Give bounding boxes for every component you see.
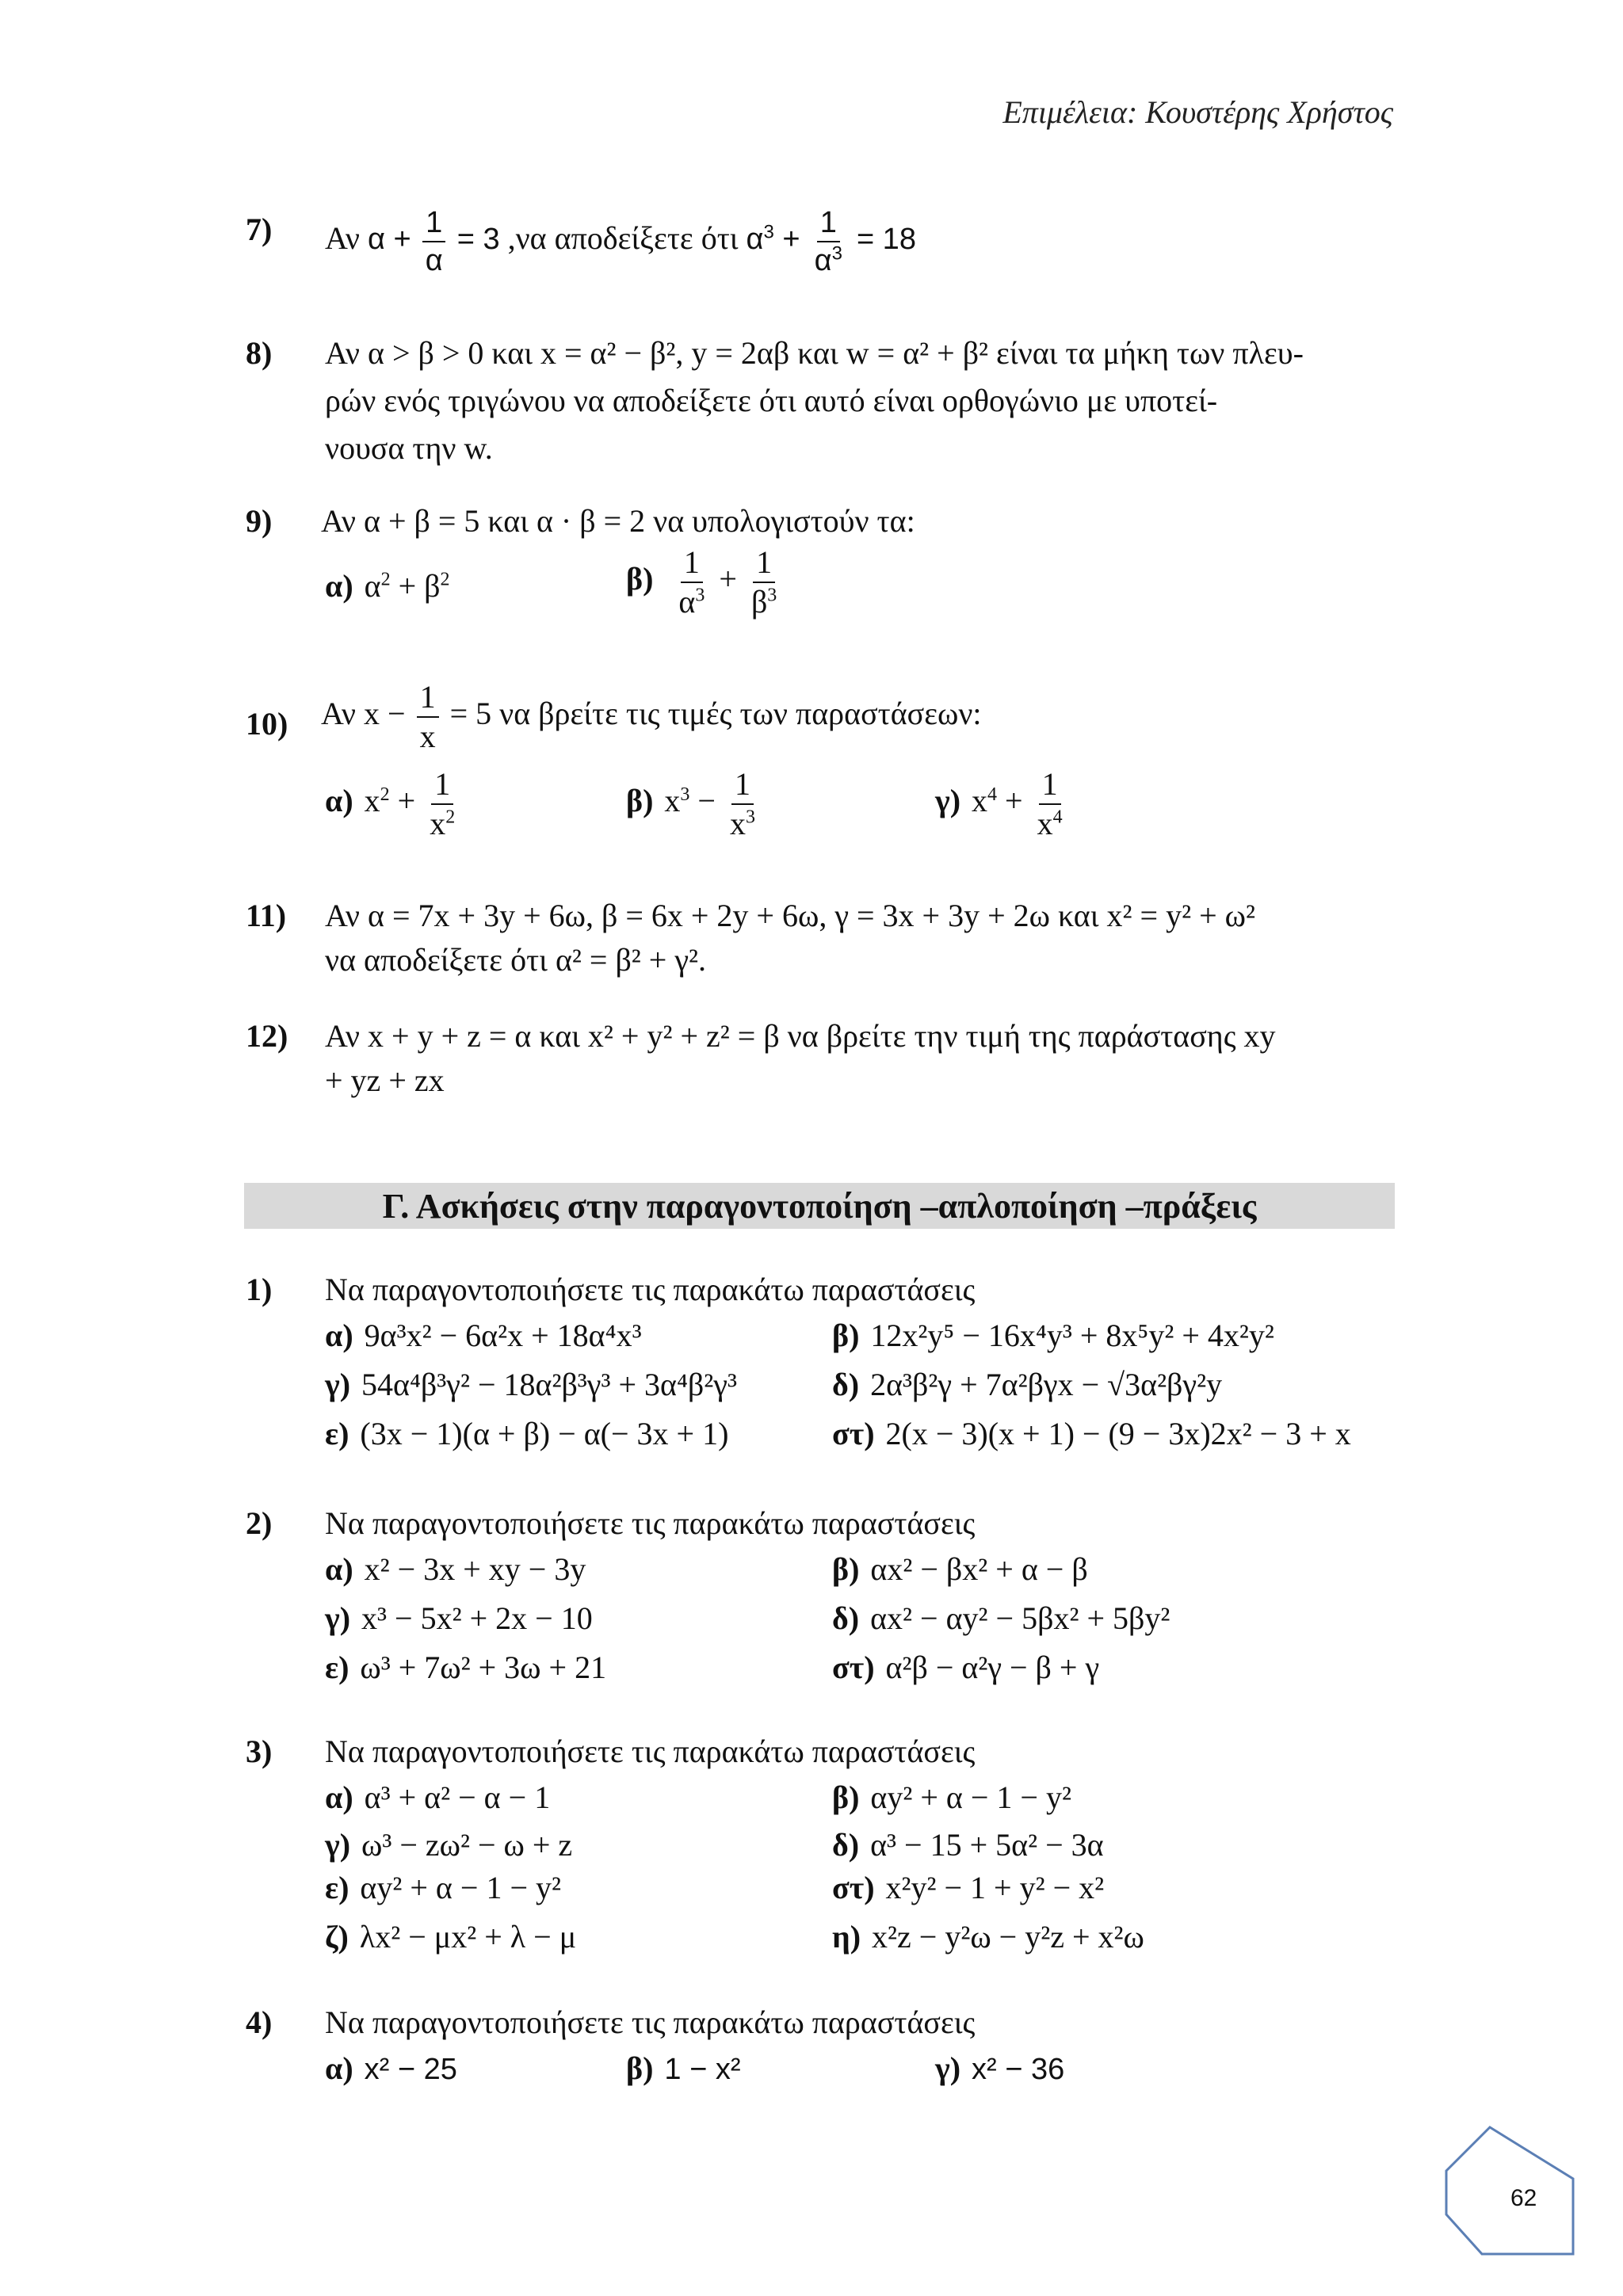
expression: (3x − 1)(α + β) − α(− 3x + 1) — [360, 1416, 729, 1451]
expression: 54α⁴β³γ² − 18α²β³γ³ + 3α⁴β²γ³ — [361, 1367, 737, 1402]
expression: x² − 25 — [364, 2053, 457, 2086]
problem-line: Αν x + y + z = α και x² + y² + z² = β να βρείτε την τιμή της παράστασης xy — [325, 1018, 1276, 1054]
problem-10-part-c: γ) $x^4$ + $\frac{1}{x^4}$ — [935, 766, 1063, 841]
expression: αy² + α − 1 − y² — [870, 1779, 1071, 1815]
problem-line: Αν α > β > 0 και x = α² − β², y = 2αβ και w = α² + β² είναι τα μήκη των πλευ- — [325, 335, 1304, 371]
expression: x²y² − 1 + y² − x² — [885, 1870, 1105, 1905]
problem-text: Να παραγοντοποιήσετε τις παρακάτω παραστάσεις — [325, 2004, 976, 2040]
expression: ω³ + 7ω² + 3ω + 21 — [360, 1650, 607, 1685]
expression: 12x²y⁵ − 16x⁴y³ + 8x⁵y² + 4x²y² — [870, 1318, 1274, 1353]
expression: αx² − αy² − 5βx² + 5βy² — [870, 1600, 1170, 1636]
problem-text: Να παραγοντοποιήσετε τις παρακάτω παραστάσεις — [325, 1272, 976, 1307]
problem-text: Να παραγοντοποιήσετε τις παρακάτω παραστάσεις — [325, 1733, 976, 1769]
document-page: Επιμέλεια: Κουστέρης Χρήστος 7) Αν α + $\frac{1}{\alpha}$ = 3 ,να αποδείξετε ότι $\alpha^3$ + $\frac{1}{\alpha^3}$ = 18 8) Αν α > β > 0 και x = α² − β², y = 2αβ και w = α² + β² είναι τα μήκη των πλευ- ρών ενός τριγώνου να αποδείξετε ότι αυτό είναι ορθογώνιο με υποτεί- νουσα την w. 9) Αν α + β = 5 και α · β = 2 να υπολογιστούν τα: α) $\alpha^2 + \beta^2$ β) $\frac{1}{\alpha^3}$ + $\frac{1}{\beta^3}$ 10) Αν x − $\frac{1}{x}$ = 5 να βρείτε τις τιμές των παραστάσεων: α) $x^2$ + $\frac{1}{x^2}$ β) $x^3$ − $\frac{1}{x^3}$ γ) $x^4$ + $\frac{1}{x^4}$ 11) Αν α = 7x + 3y + 6ω, β = 6x + 2y + 6ω, γ = 3x + 3y + 2ω και x² = y² + ω² να αποδείξετε ότι α² = β² + γ². 12) Αν x + y + z = α και x² + y² + z² = β να βρείτε την τιμή της παράστασης xy + yz + zx Γ. Ασκήσεις στην παραγοντοποίηση –απλοποίηση –πράξεις 1) Να παραγοντοποιήσετε τις παρακάτω παραστάσεις α) 9α³x² − 6α²x + 18α⁴x³ β) 12x²y⁵ − 16x⁴y³ + 8x⁵y² + 4x²y² γ) 54α⁴β³γ² − 18α²β³γ³ + 3α⁴β²γ³ δ) 2α³β²γ + 7α²βγx − √3α²βγ²y ε) (3x − 1)(α + β) − α(− 3x + 1) στ) 2(x − 3)(x + 1) − (9 − 3x)2x² − 3 + x 2) Να παραγοντοποιήσετε τις παρακάτω παραστάσεις α) x² − 3x + xy − 3y β) αx² − βx² + α − β γ) x³ − 5x² + 2x − 10 δ) αx² − αy² − 5βx² + 5βy² ε) ω³ + 7ω² + 3ω + 21 στ) α²β − α²γ − β + γ 3) Να παραγοντοποιήσετε τις παρακάτω παραστάσεις α) α³ + α² − α − 1 β) αy² + α − 1 − y² γ) ω³ − zω² − ω + z δ) α³ − 15 + 5α² − 3α ε) αy² + α − 1 − y² στ) x²y² − 1 + y² − x² ζ) λx² − μx² + λ − μ η) x²z − y²ω − y²z + x²ω 4) Να παραγοντοποιήσετε τις παρακάτω παραστάσεις α) x² − 25 β) 1 − x² γ) x² − 36 62 — [0, 0, 1623, 2296]
page-number-badge — [1442, 2123, 1577, 2258]
expression: 2α³β²γ + 7α²βγx − √3α²βγ²y — [870, 1367, 1223, 1402]
expression: 9α³x² − 6α²x + 18α⁴x³ — [364, 1318, 642, 1353]
problem-9-part-b: β) $\frac{1}{\alpha^3}$ + $\frac{1}{\beta^3}$ — [626, 544, 777, 620]
problem-number: 2) — [246, 1505, 273, 1541]
problem-10-part-a: α) $x^2$ + $\frac{1}{x^2}$ — [325, 766, 456, 841]
problem-text: Αν x − $\frac{1}{x}$ = 5 να βρείτε τις τιμές των παραστάσεων: — [321, 679, 982, 754]
problem-number: 3) — [246, 1733, 273, 1769]
expression: α³ + α² − α − 1 — [364, 1779, 551, 1815]
expression: x² − 3x + xy − 3y — [364, 1551, 586, 1587]
problem-9-parts: α) $\alpha^2 + \beta^2$ — [325, 568, 450, 604]
problem-text: Αν α + β = 5 και α · β = 2 να υπολογιστούν τα: — [321, 503, 915, 539]
problem-line: ρών ενός τριγώνου να αποδείξετε ότι αυτό είναι ορθογώνιο με υποτεί- — [325, 383, 1218, 418]
problem-number: 7) — [246, 212, 273, 247]
problem-line: Αν α = 7x + 3y + 6ω, β = 6x + 2y + 6ω, γ = 3x + 3y + 2ω και x² = y² + ω² — [325, 898, 1255, 933]
problem-number: 9) — [246, 503, 273, 539]
problem-number: 8) — [246, 335, 273, 371]
problem-text: Αν α + $\frac{1}{\alpha}$ = 3 ,να αποδείξετε ότι $\alpha^3$ + $\frac{1}{\alpha^3}$ = 18 — [325, 206, 916, 277]
expression: 1 − x² — [664, 2053, 741, 2086]
expression: x² − 36 — [972, 2053, 1065, 2086]
expression: x³ − 5x² + 2x − 10 — [361, 1600, 593, 1636]
expression: ω³ − zω² − ω + z — [361, 1827, 573, 1863]
problem-number: 12) — [246, 1018, 288, 1054]
expression: x²z − y²ω − y²z + x²ω — [872, 1919, 1144, 1955]
problem-text: Να παραγοντοποιήσετε τις παρακάτω παραστάσεις — [325, 1505, 976, 1541]
page-number: 62 — [1510, 2185, 1537, 2211]
problem-line: νουσα την w. — [325, 430, 493, 466]
section-title: Γ. Ασκήσεις στην παραγοντοποίηση –απλοποίηση –πράξεις — [244, 1183, 1395, 1229]
expression: 2(x − 3)(x + 1) − (9 − 3x)2x² − 3 + x — [885, 1416, 1351, 1451]
problem-10-part-b: β) $x^3$ − $\frac{1}{x^3}$ — [626, 766, 755, 841]
expression: αx² − βx² + α − β — [870, 1551, 1088, 1587]
expression: λx² − μx² + λ − μ — [359, 1919, 577, 1955]
problem-number: 1) — [246, 1272, 273, 1307]
expression: αy² + α − 1 − y² — [360, 1870, 561, 1905]
problem-number: 10) — [246, 706, 288, 742]
problem-number: 4) — [246, 2004, 273, 2040]
problem-line: να αποδείξετε ότι α² = β² + γ². — [325, 942, 707, 978]
expression: α²β − α²γ − β + γ — [885, 1650, 1100, 1685]
problem-number: 11) — [246, 898, 287, 933]
problem-line: + yz + zx — [325, 1062, 445, 1098]
expression: α³ − 15 + 5α² − 3α — [870, 1827, 1104, 1863]
page-header-author: Επιμέλεια: Κουστέρης Χρήστος — [1002, 94, 1393, 130]
